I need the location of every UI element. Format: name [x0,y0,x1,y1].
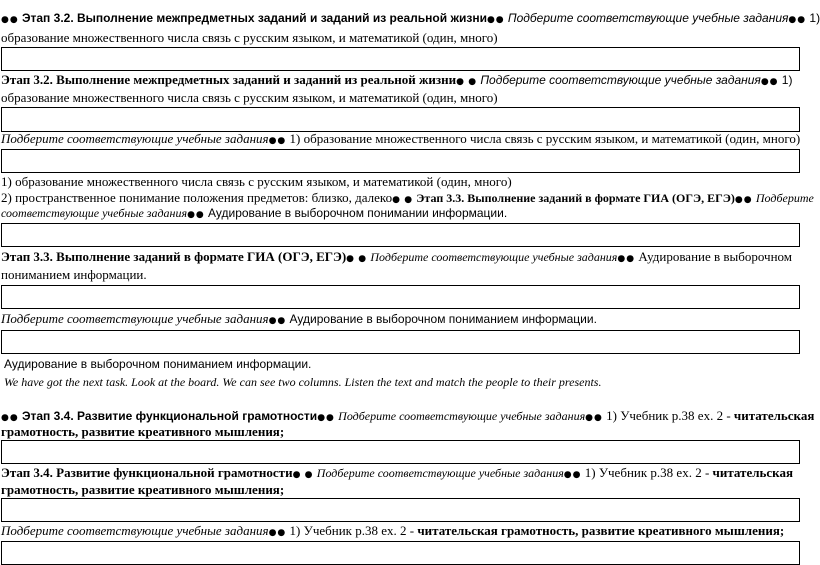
bullet-icon: ●● [268,528,287,538]
bullet-icon: ●● [1,413,19,423]
block4-line3 [1,205,507,223]
bullet-icon: ●● [617,254,636,264]
item-text: Аудирование в выборочном пониманием информации. [289,312,597,326]
instruction-text: Подберите соответствующие учебные задания [316,466,564,480]
answer-field-4[interactable] [1,223,800,247]
block1-line1 [1,10,820,28]
block7-line2: We have got the next task. Look at the board. We can see two columns. Listen the text and match the people to their presents. [4,375,602,389]
bullet-icon: ● [292,470,302,480]
stage-title: Этап 3.2. Выполнение межпредметных заданий и заданий из реальной жизни [21,11,487,25]
bullet-icon: ●● [788,15,807,25]
bullet-icon: ●● [268,316,287,326]
bullet-icon: ●● [317,413,335,423]
bullet-icon: ●● [760,77,779,87]
block9-line1 [1,465,793,483]
instruction-text: Подберите соответствующие учебные задания [1,131,269,146]
stage-title: Этап 3.4. Развитие функциональной грамотности [1,465,293,480]
instruction-text: Подберите соответствующие учебные задания [1,311,269,326]
item-text-2: 2) пространственное понимание положения предметов: близко, далеко [1,190,393,205]
bullet-icon: ● [404,195,414,205]
block4-line1: 1) образование множественного числа связь с русским языком, и математикой (один, много) [1,174,512,189]
item-number: 1) [809,11,820,25]
instruction-text: Подберите соответствующие учебные задания [1,523,269,538]
item-ref: 1) Учебник р.38 ex. 2 - [606,408,731,423]
item-ref: 1) Учебник р.38 ex. 2 - [584,465,710,480]
block1-item-text: образование множественного числа связь с русским языком, и математикой (один, много) [1,30,498,45]
bullet-icon: ● [346,254,356,264]
block7-line1: Аудирование в выборочном пониманием информации. [4,357,312,371]
answer-field-2[interactable] [1,107,800,132]
bold-text: читательская [712,465,793,480]
block9-line2: грамотность, развитие креативного мышления; [1,482,285,497]
bold-text: читательская [733,408,815,423]
instruction-text: Подберите соответствующие учебные задания [480,73,761,87]
block2-item-text: образование множественного числа связь с русским языком, и математикой (один, много) [1,90,498,105]
bullet-icon: ●● [734,195,753,205]
block10-line1 [1,523,784,541]
instruction-text: Подберите соответствующие учебные задания [338,409,586,423]
bullet-icon: ●● [1,15,19,25]
block8-line2: грамотность, развитие креативного мышления; [1,424,285,439]
item-text: Аудирование в выборочном понимании информации. [208,206,508,220]
bullet-icon: ●● [585,413,603,423]
stage-title: Этап 3.2. Выполнение межпредметных заданий и заданий из реальной жизни [1,72,457,87]
answer-field-1[interactable] [1,47,800,71]
block6-line1 [1,311,597,329]
answer-field-3[interactable] [1,149,800,173]
instruction-text: Подберите [755,191,814,205]
block3-line1 [1,131,800,149]
block2-line1 [1,72,792,90]
item-number: 1) [781,73,793,87]
bullet-icon: ●● [486,15,505,25]
bullet-icon: ●● [268,136,287,146]
bullet-icon: ● [456,77,465,87]
bullet-icon: ● [468,77,478,87]
bullet-icon: ● [304,470,314,480]
bullet-icon: ●● [187,210,205,220]
item-text: Аудирование в выборочном [638,249,793,264]
block5-line1 [1,249,792,267]
bold-text: читательская грамотность, развитие креативного мышления; [417,523,785,538]
block5-line2: пониманием информации. [1,267,147,282]
answer-field-8[interactable] [1,498,800,522]
stage-title: Этап 3.3. Выполнение заданий в формате ГИА (ОГЭ, ЕГЭ) [416,191,735,205]
instruction-text: Подберите соответствующие учебные задания [507,11,789,25]
answer-field-6[interactable] [1,330,800,354]
stage-title: Этап 3.4. Развитие функциональной грамотности [21,409,318,423]
answer-field-9[interactable] [1,541,800,565]
item-text: 1) образование множественного числа связь с русским языком, и математикой (один, много) [289,131,801,146]
bullet-icon: ●● [563,470,582,480]
bullet-icon: ● [392,195,401,205]
stage-title: Этап 3.3. Выполнение заданий в формате ГИА (ОГЭ, ЕГЭ) [1,249,347,264]
instruction-text: Подберите соответствующие учебные задания [370,250,618,264]
answer-field-7[interactable] [1,440,800,464]
answer-field-5[interactable] [1,285,800,309]
instruction-text: соответствующие учебные задания [1,206,188,220]
item-ref: 1) Учебник р.38 ex. 2 - [289,523,415,538]
bullet-icon: ● [358,254,368,264]
